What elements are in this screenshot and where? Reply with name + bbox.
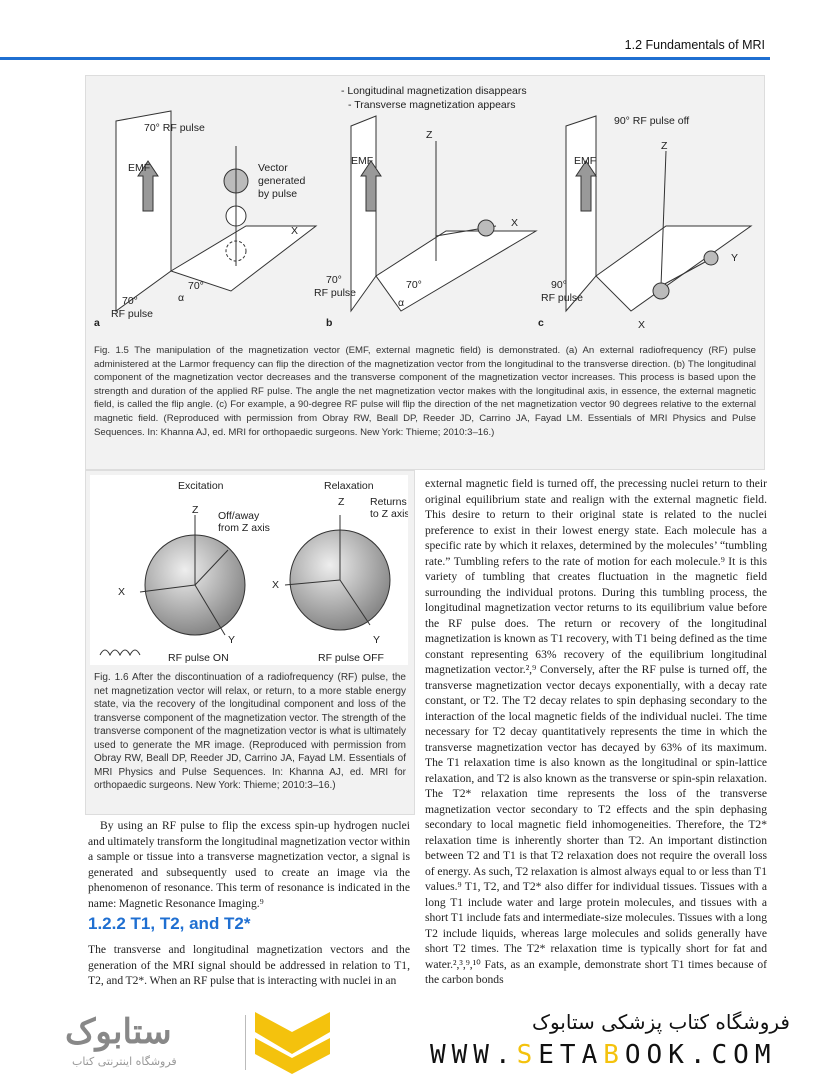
panel-a (116, 111, 316, 311)
fig16-y-left: Y (228, 634, 236, 646)
fig16-rf-on: RF pulse ON (168, 652, 229, 664)
fig15a-vector-3: by pulse (258, 188, 298, 200)
fig16-x-left: X (118, 586, 126, 598)
logo-divider (245, 1015, 246, 1070)
fig15c-panel-label: c (538, 317, 544, 329)
fig16-offaway-2: from Z axis (218, 522, 270, 534)
url-part: OOK.COM (624, 1040, 777, 1070)
fig16-caption: Fig. 1.6 After the discontinuation of a radiofrequency (RF) pulse, the net magnetization vector will relax, or return, to a more stable energy state, via the recovery of the longitudinal component and loss of the transverse component of the magnetization vector. The strength of the transverse component of the magnetization vector is what is ultimately used to generate the MR image. (Reproduced with permission from Obray RW, Beall DP, Reeder JD, Carrino JA, Fayad LM. Essentials of MRI Physics and Pulse Sequences. In: Khanna AJ, ed. MRI for orthopaedic surgeons. New York: Thieme; 2010:3–16.) (94, 672, 406, 791)
fig15a-rf: RF pulse (111, 308, 154, 320)
fig16-y-right: Y (373, 634, 381, 646)
fig15a-angle1: 70° (188, 280, 204, 292)
fig15b-rf: RF pulse (314, 287, 357, 299)
fig15a-panel-label: a (94, 317, 100, 329)
setabook-logo: ستابوک (65, 1013, 172, 1051)
fig15-caption: Fig. 1.5 The manipulation of the magnetization vector (EMF, external magnetic field) is demonstrated. (a) An external radiofrequency (RF) pulse administered at the Larmor frequency can flip the direction of the magnetization vector from the longitudinal to the transverse direction. (b) The longitudinal component of the magnetization vector decreases and the transverse component of the magnetization vector increases. This process is based upon the strength and duration of the applied RF pulse. The angle the net magnetization vector makes with the longitudinal axis, in essence, the external magnetic field, is called the flip angle. (c) For example, a 90-degree RF pulse will flip the direction of the net magnetization vector 90 degrees relative to the external magnetic field. (Reproduced with permission from Obray RW, Beall DP, Reeder JD, Carrino JA, Fayad LM. Essentials of MRI Physics and Pulse Sequences. In: Khanna AJ, ed. MRI for orthopaedic surgeons. New York: Thieme; 2010:3–16.) (94, 345, 756, 438)
figure-1-6 (85, 470, 415, 815)
fig15-title-2: - Transverse magnetization appears (348, 99, 516, 111)
fig16-z-left: Z (192, 504, 199, 516)
fig15c-x: X (638, 319, 646, 331)
fig15a-emf: EMF (128, 162, 151, 174)
panel-b (351, 116, 536, 311)
fig15a-angle2: 70° (122, 295, 138, 307)
fig16-offaway-1: Off/away (218, 510, 260, 522)
fig16-z-right: Z (338, 496, 345, 508)
running-head: 1.2 Fundamentals of MRI (624, 38, 765, 52)
fig15c-rf: RF pulse (541, 292, 584, 304)
fig15b-z: Z (426, 129, 433, 141)
fig15a-top-label: 70° RF pulse (144, 122, 205, 134)
fig15a-vector-1: Vector (258, 162, 288, 174)
store-url[interactable] (430, 1040, 776, 1070)
fig15a-x: X (291, 225, 299, 237)
section-heading: 1.2.2 T1, T2, and T2* (88, 914, 251, 933)
fig15c-emf: EMF (574, 155, 597, 167)
fig15b-x: X (511, 217, 519, 229)
fig16-diagram (90, 475, 408, 665)
fig16-excitation-title: Excitation (178, 480, 224, 492)
right-column-text: external magnetic field is turned off, the precessing nuclei return to their original equilibrium state and realign with the external magnetic field. This desire to return to their original state is related to the nuclei preference to exist in their lowest energy state. Each molecule has a specific rate by which it relaxes, determined by the molecules’ “tumbling rate.” Tumbling refers to the rate of motion for each molecule.⁹ It is this variety of tumbling that creates fluctuation in the magnetic field surrounding the individual protons. During this tumbling process, the longitudinal magnetization vector returns to its equilibrium value before the RF pulse does. The return or recovery of the longitudinal magnetization is known as T1 recovery, with T1 being defined as the time constant representing 63% recovery of the equilibrium longitudinal magnetization vector.²,⁹ Conversely, after the RF pulse is turned off, the transverse magnetization vector decays exponentially, with a decay rate constant, or T2. The T2 decay relates to spin dephasing secondary to the interaction of the local magnetic fields of the individual nuclei. The time necessary for T2 decay quantitatively represents the time in which the transverse magnetization vector has decayed by 63% of its maximum. The T1 relaxation time is also known as the longitudinal or spin-lattice relaxation, and T2 is also known as the transverse or spin-spin relaxation. The T2* relaxation time represents the loss of the transverse magnetization vector secondary to T2 effects and the spin dephasing secondary to local magnetic field inhomogeneities. Therefore, the T2* relaxation time is inherently shorter than T2. An important distinction between T2 and T1 is that T2 relaxation does not require the overall loss of energy. As such, T2 relaxation is almost always equal to or less than T1 values.⁹ T1, T2, and T2* also differ for individual tissues. Tissues with a long T1 include water and large protein molecules, and tissues with a short T1 include fats and intermediate-size molecules. Tissues with a long T2 include liquids, whereas large molecules and solids generally have short T2 times. The T2* relaxation time is typically short for fat and water.²,³,⁹,¹⁰ Fats, as an example, demonstrate short T1 times because of the carbon bonds (425, 477, 767, 986)
fig16-rf-off: RF pulse OFF (318, 652, 384, 664)
fig15b-emf: EMF (351, 155, 374, 167)
fig15b-alpha: α (398, 297, 405, 309)
panel-c (566, 116, 751, 311)
store-tagline: فروشگاه کتاب پزشکی ستابوک (532, 1010, 790, 1034)
url-part: ETA (538, 1040, 604, 1070)
fig16-relaxation-title: Relaxation (324, 480, 374, 492)
fig15c-z: Z (661, 140, 668, 152)
left-column-text-2: The transverse and longitudinal magnetization vectors and the generation of the MRI signal should be addressed in relation to T1, T2, and T2*. When an RF pulse that is interacting with nuclei in an (88, 943, 410, 987)
fig16-returns-1: Returns (370, 496, 407, 508)
fig16-returns-2: to Z axis (370, 508, 408, 520)
fig15-title-1: - Longitudinal magnetization disappears (341, 85, 527, 97)
left-column-text (88, 818, 410, 911)
url-part-accent: B (603, 1040, 625, 1070)
fig15-diagram (86, 76, 766, 341)
url-part: WWW. (430, 1040, 517, 1070)
fig15b-rf-deg: 70° (326, 274, 342, 286)
paragraph: By using an RF pulse to flip the excess spin-up hydrogen nuclei and ultimately transform the longitudinal magnetization vector within a sample or tissue into a transverse magnetization vector, a signal is generated and subsequently used to create an image via the phenomenon of resonance. This term of resonance is indicated in the name: Magnetic Resonance Imaging.⁹ (88, 819, 410, 910)
fig16-x-right: X (272, 579, 280, 591)
header-rule (0, 57, 770, 60)
fig15a-vector-2: generated (258, 175, 306, 187)
fig15b-angle: 70° (406, 279, 422, 291)
url-part-accent: S (516, 1040, 539, 1070)
chevron-logo-icon (255, 1012, 330, 1074)
fig15b-panel-label: b (326, 317, 333, 329)
figure-1-5 (85, 75, 765, 470)
fig15c-top-label: 90° RF pulse off (614, 115, 690, 127)
fig15a-alpha: α (178, 292, 185, 304)
fig15c-rf-deg: 90° (551, 279, 567, 291)
fig15c-y: Y (731, 252, 739, 264)
logo-subtitle: فروشگاه اینترنتی کتاب (72, 1055, 177, 1068)
